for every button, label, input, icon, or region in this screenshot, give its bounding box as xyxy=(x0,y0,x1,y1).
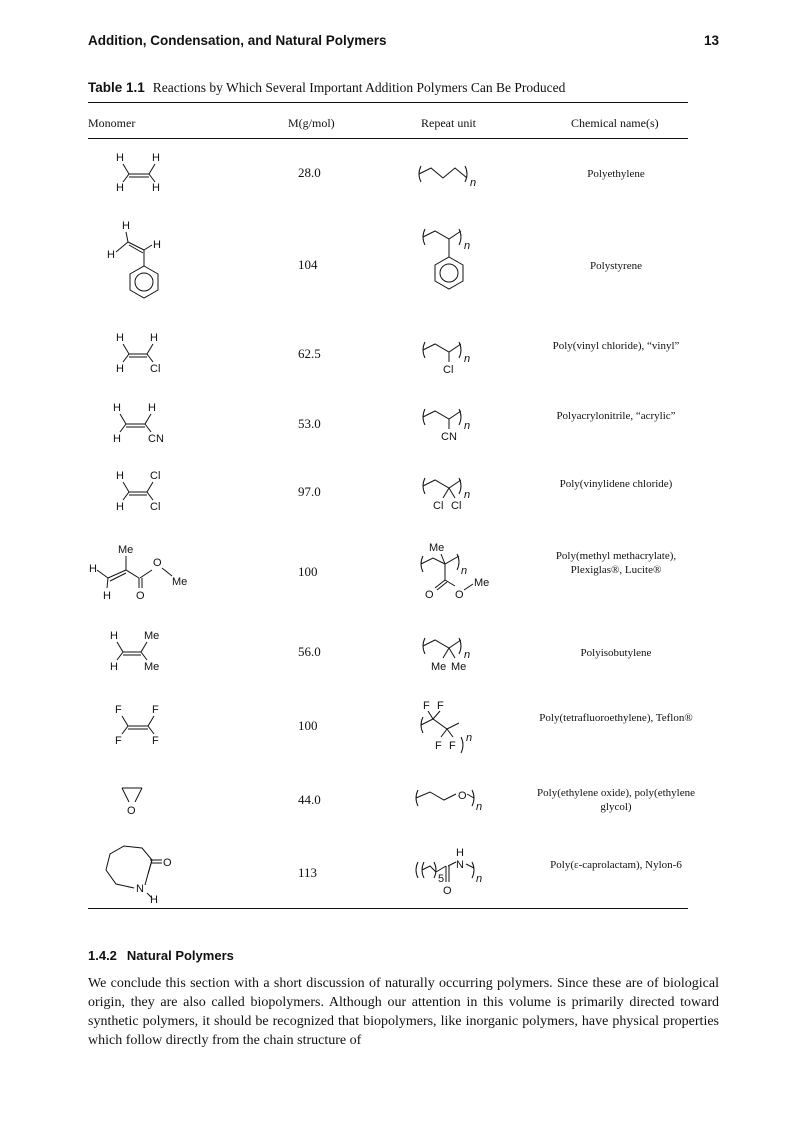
atom-label: Cl xyxy=(150,470,161,482)
table-bottom-rule xyxy=(88,908,688,909)
section-number: 1.4.2 xyxy=(88,948,117,963)
running-head-title: Addition, Condensation, and Natural Polymers xyxy=(88,33,387,48)
atom-label: F xyxy=(115,735,122,747)
atom-label: H xyxy=(150,894,158,906)
atom-label: Me xyxy=(431,661,447,673)
atom-label: H xyxy=(116,470,124,482)
subscript-n: n xyxy=(464,353,471,365)
atom-label: Me xyxy=(118,544,134,556)
molar-mass-value: 56.0 xyxy=(298,644,321,659)
atom-label: H xyxy=(113,402,121,414)
polyethylene-repeat-unit xyxy=(415,162,485,192)
nylon6-repeat-unit xyxy=(412,846,502,898)
tetrafluoroethylene-structure xyxy=(112,700,182,750)
atom-label: H xyxy=(103,590,111,602)
atom-label: F xyxy=(423,700,430,712)
atom-label: H xyxy=(152,152,160,164)
table-caption xyxy=(88,80,565,96)
chemical-name: Polyethylene xyxy=(587,168,645,180)
molar-mass-value: 100 xyxy=(298,564,318,579)
atom-label: H xyxy=(116,363,124,375)
ptfe-repeat-unit xyxy=(415,697,495,759)
subscript-n: n xyxy=(476,873,483,885)
subscript-n: n xyxy=(466,732,473,744)
isobutylene-structure xyxy=(110,626,180,676)
atom-label: Me xyxy=(172,576,188,588)
atom-label: H xyxy=(148,402,156,414)
atom-label: N xyxy=(456,859,464,871)
header-repeat-unit: Repeat unit xyxy=(421,116,476,130)
atom-label: H xyxy=(456,847,464,859)
page-number: 13 xyxy=(703,33,719,48)
acrylonitrile-structure xyxy=(110,398,180,448)
atom-label: H xyxy=(116,152,124,164)
chemical-name: Poly(methyl methacrylate), Plexiglas®, Lucite® xyxy=(555,550,677,576)
table-top-rule xyxy=(88,102,688,103)
atom-label: H xyxy=(116,332,124,344)
atom-label: CN xyxy=(148,433,164,445)
subscript-five: 5 xyxy=(438,873,445,885)
atom-label: Me xyxy=(144,661,160,673)
subscript-n: n xyxy=(464,489,471,501)
atom-label: F xyxy=(437,700,444,712)
atom-label: H xyxy=(113,433,121,445)
chemical-name: Poly(ethylene oxide), poly(ethylene glycol) xyxy=(537,787,695,813)
molar-mass-value: 97.0 xyxy=(298,484,321,499)
atom-label: O xyxy=(443,885,452,897)
atom-label: Me xyxy=(144,630,160,642)
table-label: Table 1.1 xyxy=(88,80,145,95)
ethylene-structure xyxy=(110,148,170,198)
molar-mass-value: 104 xyxy=(298,257,318,272)
styrene-structure xyxy=(100,218,170,310)
subscript-n: n xyxy=(461,565,468,577)
table-caption-text: Reactions by Which Several Important Addition Polymers Can Be Produced xyxy=(152,80,566,95)
atom-label: H xyxy=(150,332,158,344)
subscript-n: n xyxy=(476,801,483,813)
atom-label: F xyxy=(449,740,456,752)
ethylene-oxide-structure xyxy=(118,784,158,820)
chemical-name: Polystyrene xyxy=(590,260,642,272)
atom-label: O xyxy=(425,589,434,601)
header-monomer: Monomer xyxy=(88,116,136,130)
atom-label: F xyxy=(115,704,122,716)
atom-label: H xyxy=(107,249,115,261)
atom-label: O xyxy=(163,857,172,869)
atom-label: O xyxy=(127,805,136,817)
polystyrene-repeat-unit xyxy=(415,225,490,305)
atom-label: CN xyxy=(441,431,457,443)
header-chemical-name: Chemical name(s) xyxy=(571,116,659,130)
atom-label: H xyxy=(152,182,160,194)
vinyl-chloride-structure xyxy=(110,328,180,378)
molar-mass-value: 62.5 xyxy=(298,346,321,361)
chemical-name: Poly(vinyl chloride), “vinyl” xyxy=(552,340,680,352)
pvc-repeat-unit xyxy=(415,338,485,378)
molar-mass-value: 44.0 xyxy=(298,792,321,807)
polyacrylonitrile-repeat-unit xyxy=(415,405,485,445)
atom-label: H xyxy=(89,563,97,575)
chemical-name: Poly(ε-caprolactam), Nylon-6 xyxy=(550,859,682,871)
atom-label: Cl xyxy=(451,500,462,512)
subscript-n: n xyxy=(464,649,471,661)
molar-mass-value: 100 xyxy=(298,718,318,733)
atom-label: Me xyxy=(429,542,445,554)
atom-label: F xyxy=(152,735,159,747)
atom-label: H xyxy=(116,501,124,513)
caprolactam-structure xyxy=(100,840,190,906)
atom-label: Me xyxy=(451,661,467,673)
atom-label: O xyxy=(455,589,464,601)
atom-label: O xyxy=(136,590,145,602)
atom-label: Cl xyxy=(150,363,161,375)
atom-label: H xyxy=(116,182,124,194)
atom-label: Cl xyxy=(433,500,444,512)
body-paragraph: We conclude this section with a short discussion of naturally occurring polymers. Since these are of biological origin, they are also called biopolymers. Although our attention in this volume is primarily directed toward synthetic polymers, it should be recognized that biopolymers, like inorganic polymers, have physical properties which follow directly from the chain structure of xyxy=(88,976,719,1048)
chemical-name: Poly(vinylidene chloride) xyxy=(559,478,673,490)
chemical-name: Polyisobutylene xyxy=(580,647,652,659)
atom-label: H xyxy=(110,630,118,642)
section-title: Natural Polymers xyxy=(126,948,234,963)
vinylidene-chloride-structure xyxy=(110,466,180,516)
molar-mass-value: 53.0 xyxy=(298,416,321,431)
atom-label: Cl xyxy=(443,364,454,376)
table-header-rule xyxy=(88,138,688,139)
atom-label: O xyxy=(153,557,162,569)
pvdc-repeat-unit xyxy=(415,474,485,514)
section-heading xyxy=(88,948,234,963)
subscript-n: n xyxy=(464,420,471,432)
atom-label: Cl xyxy=(150,501,161,513)
chemical-name: Polyacrylonitrile, “acrylic” xyxy=(556,410,676,422)
peo-repeat-unit xyxy=(412,784,502,814)
atom-label: H xyxy=(122,220,130,232)
polyisobutylene-repeat-unit xyxy=(415,634,490,676)
subscript-n: n xyxy=(470,177,477,189)
atom-label: F xyxy=(435,740,442,752)
atom-label: N xyxy=(136,883,144,895)
chemical-name: Poly(tetrafluoroethylene), Teflon® xyxy=(539,712,693,724)
atom-label: Me xyxy=(474,577,490,589)
pmma-repeat-unit xyxy=(415,538,505,602)
header-molar-mass: M(g/mol) xyxy=(288,116,335,130)
molar-mass-value: 113 xyxy=(298,865,318,880)
methyl-methacrylate-structure xyxy=(86,538,196,602)
running-head xyxy=(88,33,719,53)
atom-label: O xyxy=(458,790,467,802)
molar-mass-value: 28.0 xyxy=(298,165,321,180)
subscript-n: n xyxy=(464,240,471,252)
atom-label: F xyxy=(152,704,159,716)
atom-label: H xyxy=(110,661,118,673)
atom-label: H xyxy=(153,239,161,251)
